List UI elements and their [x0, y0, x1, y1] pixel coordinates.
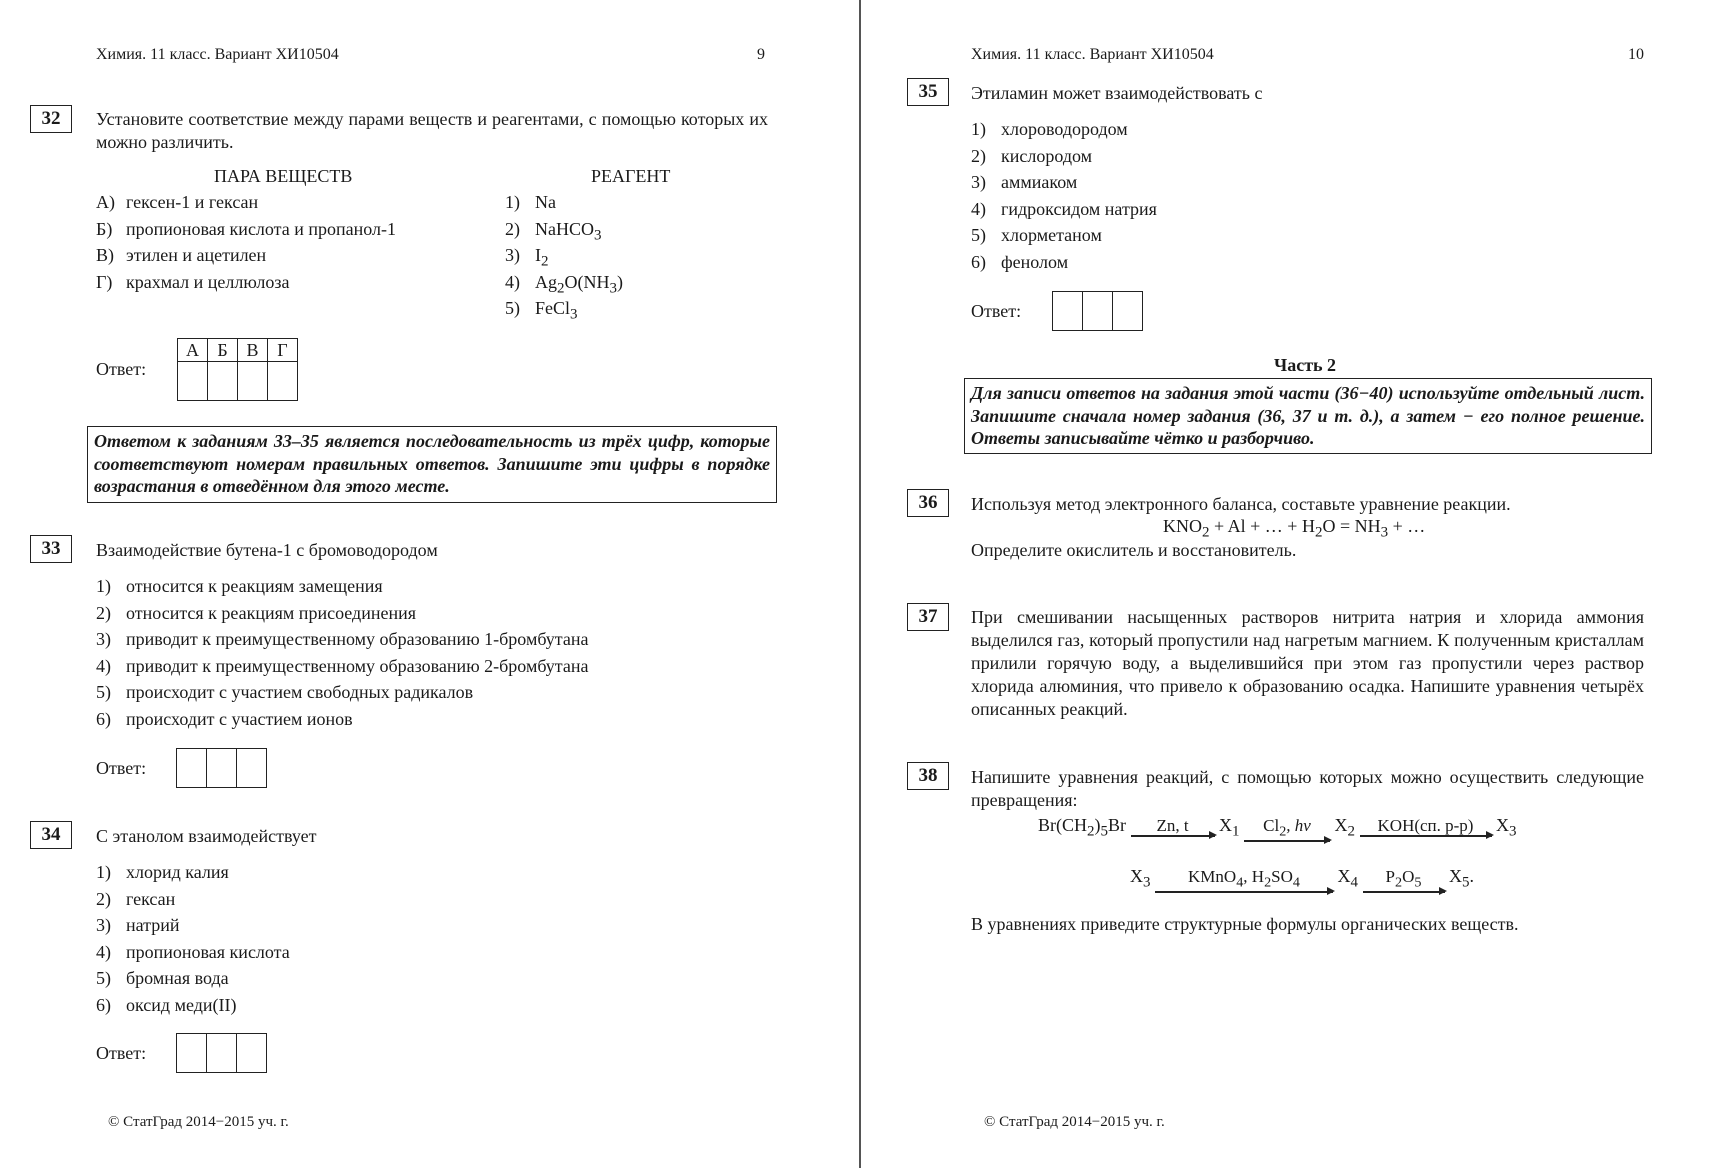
option-item: 4) пропионовая кислота — [96, 941, 290, 962]
part-2-title: Часть 2 — [1274, 355, 1337, 375]
reagent-item: 4) $Ag_2O(NH_3)$ — [505, 271, 623, 297]
answer-cell[interactable] — [208, 362, 238, 401]
question-34-text: С этанолом взаимодействует — [96, 826, 317, 846]
option-item: 1) хлорид калия — [96, 862, 229, 882]
option-item: 1) относится к реакциям замещения — [96, 576, 383, 596]
reagent-item: 1) Na — [505, 192, 556, 212]
answer-box-35[interactable] — [1052, 291, 1143, 331]
option-item: 5) происходит с участием свободных радикалов — [96, 682, 474, 702]
pair-item: А) гексен-1 и гексан — [96, 192, 259, 212]
option-item: 3) приводит к преимущественному образованию 1-бромбутана — [96, 629, 589, 649]
pair-item: Б) пропионовая кислота и пропанол-1 — [96, 218, 397, 239]
question-32-text: Установите соответствие между парами веществ и реагентами, с помощью которых их можно различить. — [96, 109, 768, 152]
reaction-chain-2: $X_3$ KMnO$_4$, $H_2SO_4$ $X_4$ $P_2O_5$ $X_5$. — [1130, 866, 1474, 893]
answer-box-34[interactable] — [176, 1033, 267, 1073]
left-page-number: 9 — [757, 46, 765, 63]
answer-table-32 — [177, 338, 298, 401]
question-34-options — [96, 859, 290, 1018]
option-item: 4) приводит к преимущественному образованию 2-бромбутана — [96, 655, 589, 676]
option-item: 2) относится к реакциям присоединения — [96, 602, 416, 623]
question-35-options — [971, 116, 1157, 275]
option-item: 3) натрий — [96, 915, 180, 935]
answer-label-33: Ответ: — [96, 758, 147, 778]
pairs-column-header: ПАРА ВЕЩЕСТВ — [214, 166, 353, 186]
question-38-text: Напишите уравнения реакций, с помощью которых можно осуществить следующие превращения: — [971, 767, 1644, 810]
question-number-34: 34 — [30, 821, 72, 849]
reaction-arrow: $Cl_2$, hν — [1244, 817, 1330, 842]
question-number-37: 37 — [907, 603, 949, 631]
question-38-text-2: В уравнениях приведите структурные формулы органических веществ. — [971, 914, 1519, 934]
option-item: 1) хлороводородом — [971, 119, 1128, 139]
pair-item: Г) крахмал и целлюлоза — [96, 271, 290, 292]
question-number-35: 35 — [907, 78, 949, 106]
answer-cell[interactable] — [268, 362, 298, 401]
answer-label-35: Ответ: — [971, 301, 1022, 321]
answer-letter: А — [178, 339, 208, 362]
page-divider — [859, 0, 861, 1168]
question-36-equation: $KNO_2 + Al$ + … + $H_2O = NH_3$ + … — [1163, 516, 1426, 541]
reaction-arrow: $P_2O_5$ — [1363, 868, 1445, 893]
left-page-header: Химия. 11 класс. Вариант ХИ10504 — [96, 46, 339, 63]
option-item: 2) кислородом — [971, 145, 1093, 166]
reagent-item: 5) FeCl$_3$ — [505, 298, 578, 323]
question-33-text: Взаимодействие бутена-1 с бромоводородом — [96, 540, 438, 560]
right-page-number: 10 — [1628, 46, 1644, 63]
part-2-instruction-box: Для записи ответов на задания этой части (36−40) используйте отдельный лист. Запишите сначала номер задания (36, 37 и т. д.), а затем − его полное решение. Ответы записывайте чётко и разборчиво. — [964, 378, 1652, 454]
question-36-text: Используя метод электронного баланса, составьте уравнение реакции. — [971, 494, 1511, 514]
reaction-chain-1: $Br(CH_2)_5Br$ Zn, t $X_1$ $Cl_2$, hν $X_2$ KOH(сп. р-р) $X_3$ — [1038, 815, 1517, 842]
question-number-38: 38 — [907, 762, 949, 790]
answer-box-33[interactable] — [176, 748, 267, 788]
question-37-text: При смешивании насыщенных растворов нитрита натрия и хлорида аммония выделился газ, который пропустили над нагретым магнием. К полученным кристаллам прилили горячую воду, а выделившийся при этом газ пропустили через раствор хлорида алюминия, что привело к образованию осадка. Напишите уравнения четырёх описанных реакций. — [971, 607, 1644, 719]
option-item: 6) оксид меди(II) — [96, 994, 237, 1015]
answer-cell[interactable] — [178, 362, 208, 401]
answer-letter: Г — [268, 339, 298, 362]
reaction-arrow: KMnO$_4$, $H_2SO_4$ — [1155, 868, 1333, 893]
instruction-box-33-35: Ответом к заданиям 33–35 является последовательность из трёх цифр, которые соответствуют номерам правильных ответов. Запишите эти цифры в порядке возрастания в отведённом для этого месте. — [87, 426, 777, 503]
option-item: 4) гидроксидом натрия — [971, 198, 1157, 219]
question-number-32: 32 — [30, 105, 72, 133]
reaction-arrow: Zn, t — [1131, 817, 1215, 837]
option-item: 5) бромная вода — [96, 968, 229, 988]
reagent-column-header: РЕАГЕНТ — [591, 166, 671, 186]
reagent-item: 2) NaHCO$_3$ — [505, 218, 602, 244]
option-item: 6) происходит с участием ионов — [96, 708, 353, 729]
question-number-36: 36 — [907, 489, 949, 517]
answer-label-34: Ответ: — [96, 1043, 147, 1063]
option-item: 3) аммиаком — [971, 172, 1078, 192]
answer-cell[interactable] — [238, 362, 268, 401]
answer-label-32: Ответ: — [96, 359, 147, 379]
pairs-list — [96, 189, 396, 295]
question-number-33: 33 — [30, 535, 72, 563]
question-36-text-2: Определите окислитель и восстановитель. — [971, 540, 1297, 560]
reagents-list — [505, 189, 623, 322]
left-page-footer: © СтатГрад 2014−2015 уч. г. — [108, 1114, 289, 1130]
right-page-header: Химия. 11 класс. Вариант ХИ10504 — [971, 46, 1214, 63]
option-item: 2) гексан — [96, 888, 176, 909]
reagent-item: 3) $I_2$ — [505, 245, 549, 270]
question-35-text: Этиламин может взаимодействовать с — [971, 83, 1263, 103]
reaction-arrow: KOH(сп. р-р) — [1360, 817, 1492, 837]
pair-item: В) этилен и ацетилен — [96, 245, 267, 265]
right-page-footer: © СтатГрад 2014−2015 уч. г. — [984, 1114, 1165, 1130]
answer-letter: В — [238, 339, 268, 362]
option-item: 5) хлорметаном — [971, 225, 1102, 245]
option-item: 6) фенолом — [971, 251, 1069, 272]
answer-letter: Б — [208, 339, 238, 362]
question-33-options — [96, 573, 589, 732]
